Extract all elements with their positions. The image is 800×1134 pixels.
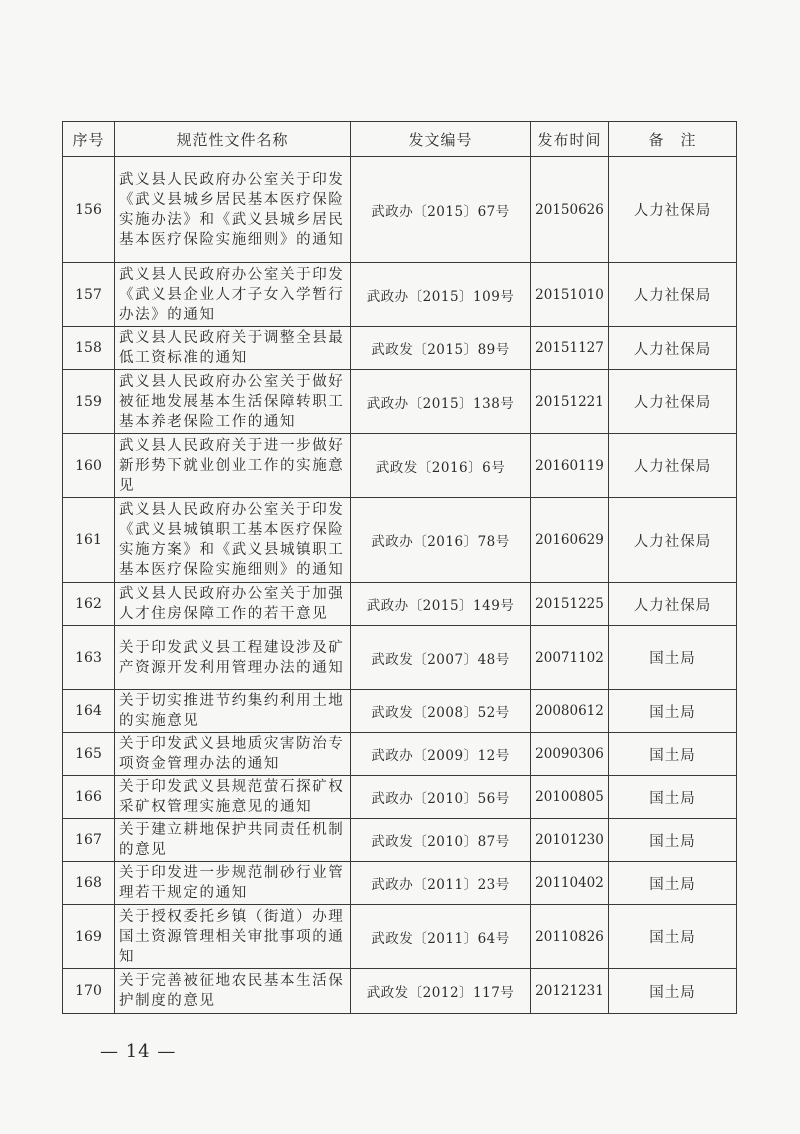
row-publish-date: 20100805 <box>531 776 609 819</box>
row-doc-number: 武政办〔2015〕138号 <box>351 370 531 434</box>
table-row <box>63 157 737 263</box>
row-doc-name: 关于建立耕地保护共同责任机制的意见 <box>115 819 351 862</box>
row-remarks: 国土局 <box>609 819 737 862</box>
row-serial: 165 <box>63 733 115 776</box>
row-publish-date: 20090306 <box>531 733 609 776</box>
row-publish-date: 20110402 <box>531 862 609 905</box>
row-doc-number: 武政发〔2011〕64号 <box>351 905 531 969</box>
table-row <box>63 819 737 862</box>
header-doc-number: 发文编号 <box>351 122 531 157</box>
row-doc-number: 武政发〔2010〕87号 <box>351 819 531 862</box>
row-publish-date: 20151225 <box>531 583 609 626</box>
row-doc-number: 武政发〔2008〕52号 <box>351 690 531 733</box>
table-row <box>63 498 737 583</box>
row-publish-date: 20080612 <box>531 690 609 733</box>
row-doc-name: 关于印发武义县规范萤石探矿权采矿权管理实施意见的通知 <box>115 776 351 819</box>
row-serial: 161 <box>63 498 115 583</box>
row-publish-date: 20110826 <box>531 905 609 969</box>
row-remarks: 人力社保局 <box>609 157 737 263</box>
row-remarks: 国土局 <box>609 905 737 969</box>
row-remarks: 国土局 <box>609 862 737 905</box>
row-remarks: 人力社保局 <box>609 327 737 370</box>
row-doc-number: 武政办〔2015〕109号 <box>351 263 531 327</box>
row-doc-number: 武政办〔2011〕23号 <box>351 862 531 905</box>
row-serial: 168 <box>63 862 115 905</box>
row-publish-date: 20160629 <box>531 498 609 583</box>
row-doc-name: 关于授权委托乡镇（街道）办理国土资源管理相关审批事项的通知 <box>115 905 351 969</box>
row-doc-number: 武政发〔2012〕117号 <box>351 969 531 1014</box>
row-doc-number: 武政办〔2015〕67号 <box>351 157 531 263</box>
row-serial: 163 <box>63 626 115 690</box>
row-remarks: 国土局 <box>609 776 737 819</box>
header-remarks: 备 注 <box>609 122 737 157</box>
row-doc-name: 武义县人民政府关于调整全县最低工资标准的通知 <box>115 327 351 370</box>
row-serial: 167 <box>63 819 115 862</box>
row-remarks: 国土局 <box>609 969 737 1014</box>
row-doc-number: 武政发〔2016〕6号 <box>351 434 531 498</box>
row-remarks: 人力社保局 <box>609 434 737 498</box>
row-serial: 158 <box>63 327 115 370</box>
row-doc-name: 武义县人民政府办公室关于印发《武义县城镇职工基本医疗保险实施方案》和《武义县城镇职工基本医疗保险实施细则》的通知 <box>115 498 351 583</box>
row-doc-number: 武政办〔2010〕56号 <box>351 776 531 819</box>
table-row <box>63 862 737 905</box>
table-row <box>63 776 737 819</box>
row-remarks: 国土局 <box>609 626 737 690</box>
row-publish-date: 20151010 <box>531 263 609 327</box>
row-doc-number: 武政发〔2015〕89号 <box>351 327 531 370</box>
row-doc-name: 关于印发武义县工程建设涉及矿产资源开发利用管理办法的通知 <box>115 626 351 690</box>
regulation-table <box>62 121 737 1014</box>
row-publish-date: 20151221 <box>531 370 609 434</box>
row-serial: 164 <box>63 690 115 733</box>
page-number: — 14 — <box>100 1041 177 1062</box>
table-row <box>63 969 737 1014</box>
row-serial: 166 <box>63 776 115 819</box>
row-doc-name: 关于印发进一步规范制砂行业管理若干规定的通知 <box>115 862 351 905</box>
header-serial: 序号 <box>63 122 115 157</box>
row-serial: 169 <box>63 905 115 969</box>
row-remarks: 人力社保局 <box>609 583 737 626</box>
row-doc-name: 武义县人民政府办公室关于印发《武义县企业人才子女入学暂行办法》的通知 <box>115 263 351 327</box>
row-doc-name: 武义县人民政府办公室关于做好被征地发展基本生活保障转职工基本养老保险工作的通知 <box>115 370 351 434</box>
row-publish-date: 20101230 <box>531 819 609 862</box>
row-serial: 162 <box>63 583 115 626</box>
table-row <box>63 434 737 498</box>
row-serial: 160 <box>63 434 115 498</box>
row-publish-date: 20151127 <box>531 327 609 370</box>
row-publish-date: 20160119 <box>531 434 609 498</box>
row-serial: 156 <box>63 157 115 263</box>
row-doc-number: 武政办〔2015〕149号 <box>351 583 531 626</box>
header-doc-name: 规范性文件名称 <box>115 122 351 157</box>
row-serial: 157 <box>63 263 115 327</box>
table-row <box>63 583 737 626</box>
row-doc-number: 武政办〔2009〕12号 <box>351 733 531 776</box>
row-publish-date: 20150626 <box>531 157 609 263</box>
table-row <box>63 690 737 733</box>
table-row <box>63 733 737 776</box>
row-doc-name: 武义县人民政府办公室关于加强人才住房保障工作的若干意见 <box>115 583 351 626</box>
row-publish-date: 20121231 <box>531 969 609 1014</box>
row-doc-name: 关于印发武义县地质灾害防治专项资金管理办法的通知 <box>115 733 351 776</box>
row-doc-name: 武义县人民政府关于进一步做好新形势下就业创业工作的实施意见 <box>115 434 351 498</box>
row-publish-date: 20071102 <box>531 626 609 690</box>
table-row <box>63 327 737 370</box>
row-remarks: 人力社保局 <box>609 498 737 583</box>
row-remarks: 国土局 <box>609 690 737 733</box>
table-row <box>63 626 737 690</box>
table-row <box>63 263 737 327</box>
row-doc-name: 关于完善被征地农民基本生活保护制度的意见 <box>115 969 351 1014</box>
row-doc-number: 武政发〔2007〕48号 <box>351 626 531 690</box>
table-row <box>63 370 737 434</box>
row-serial: 170 <box>63 969 115 1014</box>
row-doc-number: 武政办〔2016〕78号 <box>351 498 531 583</box>
table-header-row <box>63 122 737 157</box>
row-doc-name: 关于切实推进节约集约利用土地的实施意见 <box>115 690 351 733</box>
row-remarks: 国土局 <box>609 733 737 776</box>
row-serial: 159 <box>63 370 115 434</box>
row-remarks: 人力社保局 <box>609 263 737 327</box>
header-publish-date: 发布时间 <box>531 122 609 157</box>
row-doc-name: 武义县人民政府办公室关于印发《武义县城乡居民基本医疗保险实施办法》和《武义县城乡居民基本医疗保险实施细则》的通知 <box>115 157 351 263</box>
table-row <box>63 905 737 969</box>
row-remarks: 人力社保局 <box>609 370 737 434</box>
